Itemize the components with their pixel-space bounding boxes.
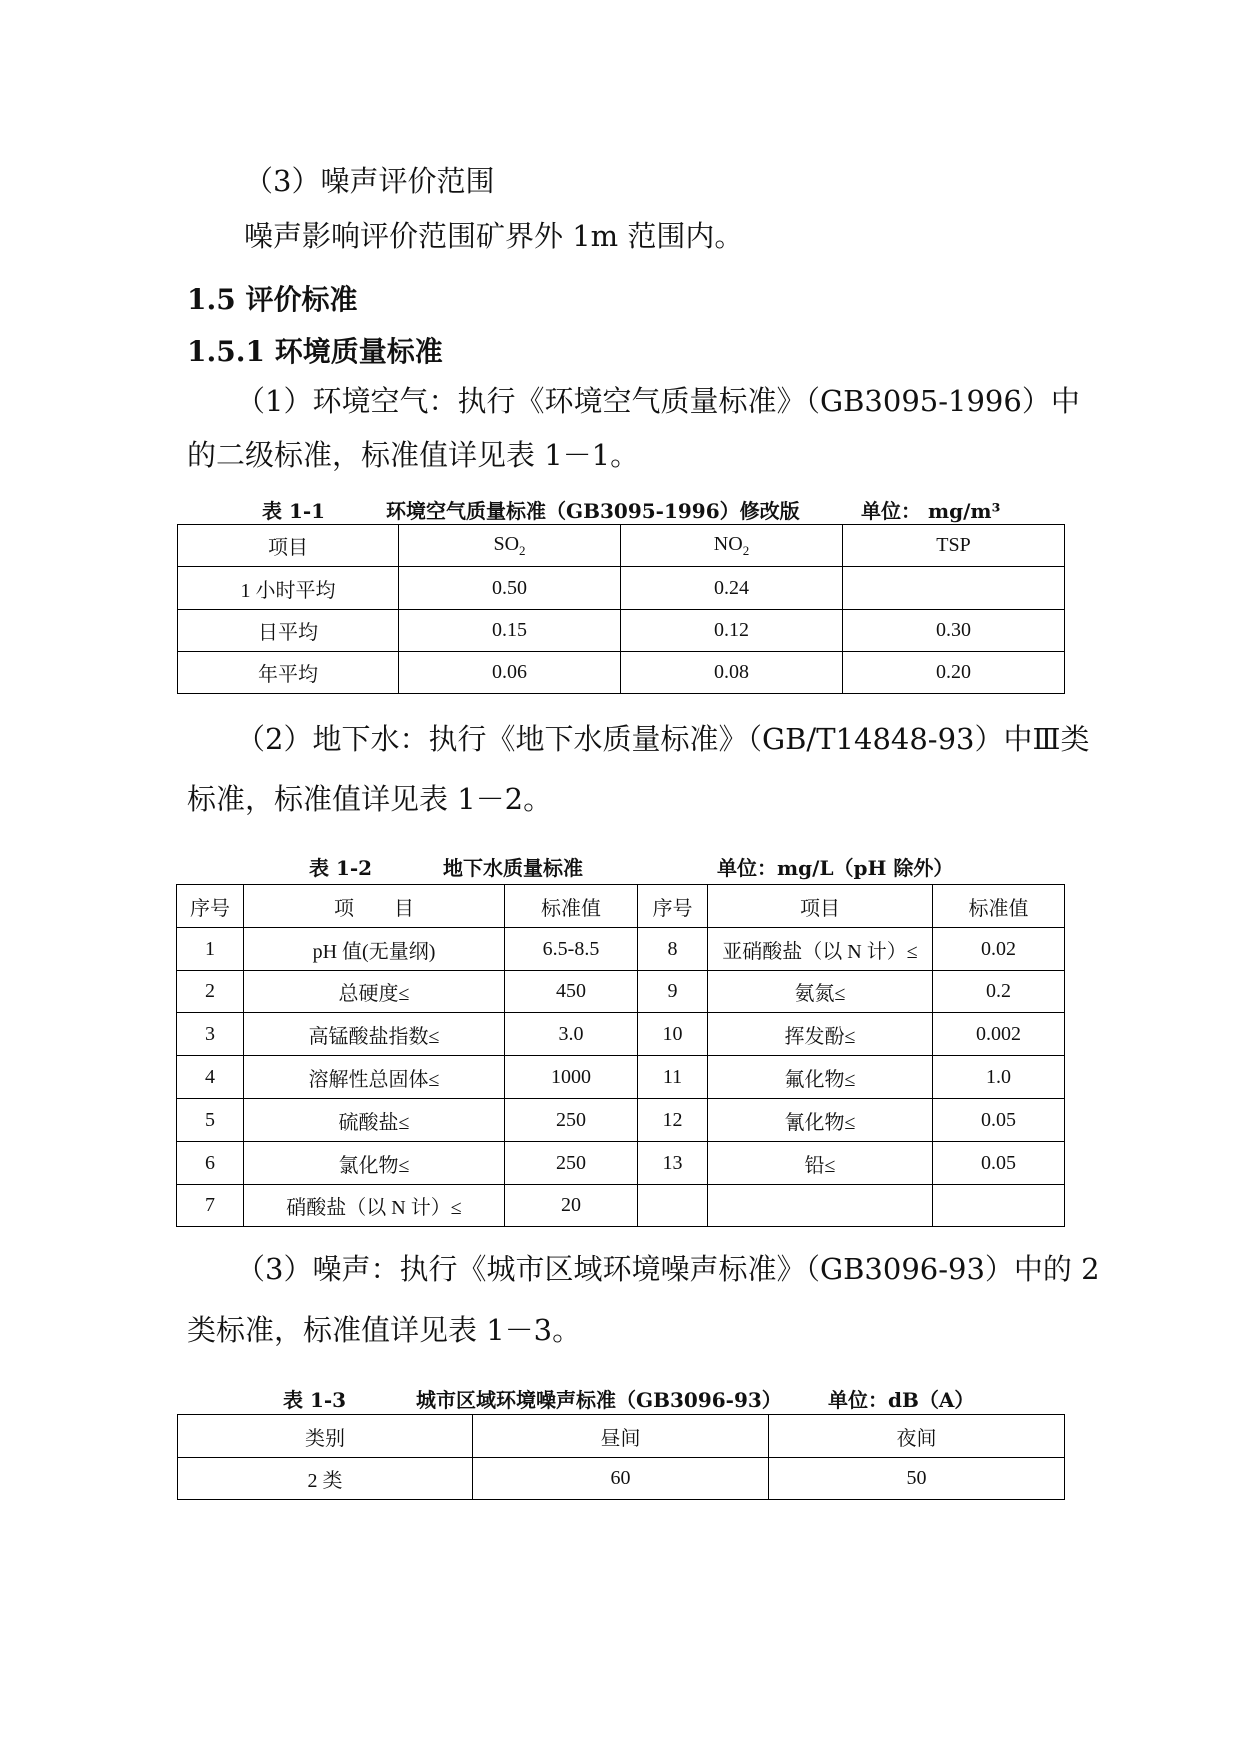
air-quality-table	[177, 524, 1065, 694]
table-row	[178, 1458, 1065, 1500]
table-cell: 1.0	[933, 1056, 1065, 1099]
table-cell: 4	[177, 1056, 244, 1099]
table-row	[177, 1013, 1065, 1056]
table-cell: 5	[177, 1099, 244, 1142]
header-cell: 昼间	[473, 1415, 769, 1458]
table-cell: 0.2	[933, 971, 1065, 1013]
header-cell: 类别	[178, 1415, 473, 1458]
table-cell	[638, 1185, 708, 1227]
header-cell: 项目	[708, 885, 933, 928]
paragraph-air-standard-line1: （1）环境空气：执行《环境空气质量标准》（GB3095-1996）中	[236, 384, 1080, 418]
table1-caption-number: 表 1-1	[262, 499, 326, 523]
table-cell: 0.08	[621, 652, 843, 694]
table1-caption-unit: 单位： mg/m³	[861, 499, 1001, 523]
table-cell: 氨氮≤	[708, 971, 933, 1013]
header-cell: TSP	[843, 525, 1065, 567]
table-cell: 硫酸盐≤	[244, 1099, 505, 1142]
table-cell: 0.20	[843, 652, 1065, 694]
table-row	[178, 610, 1065, 652]
table-cell: 0.15	[399, 610, 621, 652]
table-cell: 挥发酚≤	[708, 1013, 933, 1056]
table-cell: 高锰酸盐指数≤	[244, 1013, 505, 1056]
table2-caption-unit: 单位：mg/L（pH 除外）	[717, 856, 954, 880]
table-cell: 日平均	[178, 610, 399, 652]
table-cell: 1 小时平均	[178, 567, 399, 610]
paragraph-air-standard-line2: 的二级标准，标准值详见表 1－1。	[187, 438, 640, 472]
table-cell: 0.002	[933, 1013, 1065, 1056]
paragraph-noise-scope-heading: （3）噪声评价范围	[244, 164, 495, 198]
paragraph-noise-standard-line2: 类标准，标准值详见表 1－3。	[187, 1313, 582, 1347]
table-cell: pH 值(无量纲)	[244, 928, 505, 971]
table-cell: 硝酸盐（以 N 计）≤	[244, 1185, 505, 1227]
table-cell: 10	[638, 1013, 708, 1056]
table-cell	[843, 567, 1065, 610]
table-cell: 60	[473, 1458, 769, 1500]
table-cell: 铅≤	[708, 1142, 933, 1185]
table-cell: 13	[638, 1142, 708, 1185]
table3-caption-title: 城市区域环境噪声标准（GB3096-93）	[416, 1388, 782, 1412]
table-row	[177, 1142, 1065, 1185]
table2-caption-title: 地下水质量标准	[443, 856, 583, 880]
table3-caption-number: 表 1-3	[283, 1388, 347, 1412]
paragraph-groundwater-standard-line1: （2）地下水：执行《地下水质量标准》（GB/T14848-93）中Ⅲ类	[236, 722, 1090, 756]
table-cell: 年平均	[178, 652, 399, 694]
groundwater-quality-table	[176, 884, 1065, 1227]
table-cell	[933, 1185, 1065, 1227]
table-cell: 0.05	[933, 1099, 1065, 1142]
table-row	[177, 928, 1065, 971]
header-cell: 标准值	[505, 885, 638, 928]
table-cell: 250	[505, 1142, 638, 1185]
table1-caption-title: 环境空气质量标准（GB3095-1996）修改版	[386, 499, 800, 523]
table-cell: 6	[177, 1142, 244, 1185]
table-row	[177, 971, 1065, 1013]
table-cell: 氰化物≤	[708, 1099, 933, 1142]
header-cell: 序号	[177, 885, 244, 928]
table-cell: 亚硝酸盐（以 N 计）≤	[708, 928, 933, 971]
noise-standard-table	[177, 1414, 1065, 1500]
header-cell: 夜间	[769, 1415, 1065, 1458]
table-cell: 0.50	[399, 567, 621, 610]
table-cell: 2	[177, 971, 244, 1013]
table-cell: 总硬度≤	[244, 971, 505, 1013]
table-cell: 0.24	[621, 567, 843, 610]
section-heading-1-5-1: 1.5.1 环境质量标准	[187, 335, 443, 368]
header-cell: 项目	[178, 525, 399, 567]
table-cell: 1000	[505, 1056, 638, 1099]
table-cell: 氯化物≤	[244, 1142, 505, 1185]
header-cell-no2: $NO_2$	[621, 525, 843, 567]
table-cell: 3	[177, 1013, 244, 1056]
table-cell: 0.02	[933, 928, 1065, 971]
table3-caption-unit: 单位：dB（A）	[828, 1388, 975, 1412]
table-cell: 7	[177, 1185, 244, 1227]
table-header-row	[178, 525, 1065, 567]
header-cell: 标准值	[933, 885, 1065, 928]
table-cell: 2 类	[178, 1458, 473, 1500]
table-cell: 3.0	[505, 1013, 638, 1056]
table2-caption-number: 表 1-2	[309, 856, 373, 880]
table-cell	[708, 1185, 933, 1227]
table-row	[177, 1099, 1065, 1142]
table-row	[177, 1185, 1065, 1227]
table-cell: 450	[505, 971, 638, 1013]
header-cell: 序号	[638, 885, 708, 928]
table-cell: 0.06	[399, 652, 621, 694]
table-cell: 溶解性总固体≤	[244, 1056, 505, 1099]
table-cell: 8	[638, 928, 708, 971]
header-cell: 项 目	[244, 885, 505, 928]
table-cell: 20	[505, 1185, 638, 1227]
header-cell-so2: $SO_2$	[399, 525, 621, 567]
table-cell: 6.5-8.5	[505, 928, 638, 971]
paragraph-groundwater-standard-line2: 标准，标准值详见表 1－2。	[187, 782, 553, 816]
section-heading-1-5: 1.5 评价标准	[187, 283, 358, 316]
table-cell: 9	[638, 971, 708, 1013]
table-cell: 1	[177, 928, 244, 971]
paragraph-noise-scope: 噪声影响评价范围矿界外 1m 范围内。	[244, 219, 744, 253]
table-header-row	[177, 885, 1065, 928]
table-cell: 氟化物≤	[708, 1056, 933, 1099]
table-cell: 0.30	[843, 610, 1065, 652]
table-cell: 0.05	[933, 1142, 1065, 1185]
paragraph-noise-standard-line1: （3）噪声：执行《城市区域环境噪声标准》（GB3096-93）中的 2	[236, 1252, 1100, 1286]
table-row	[178, 652, 1065, 694]
table-row	[177, 1056, 1065, 1099]
table-row	[178, 567, 1065, 610]
table-cell: 250	[505, 1099, 638, 1142]
table-header-row	[178, 1415, 1065, 1458]
table-cell: 50	[769, 1458, 1065, 1500]
table-cell: 0.12	[621, 610, 843, 652]
table-cell: 11	[638, 1056, 708, 1099]
table-cell: 12	[638, 1099, 708, 1142]
